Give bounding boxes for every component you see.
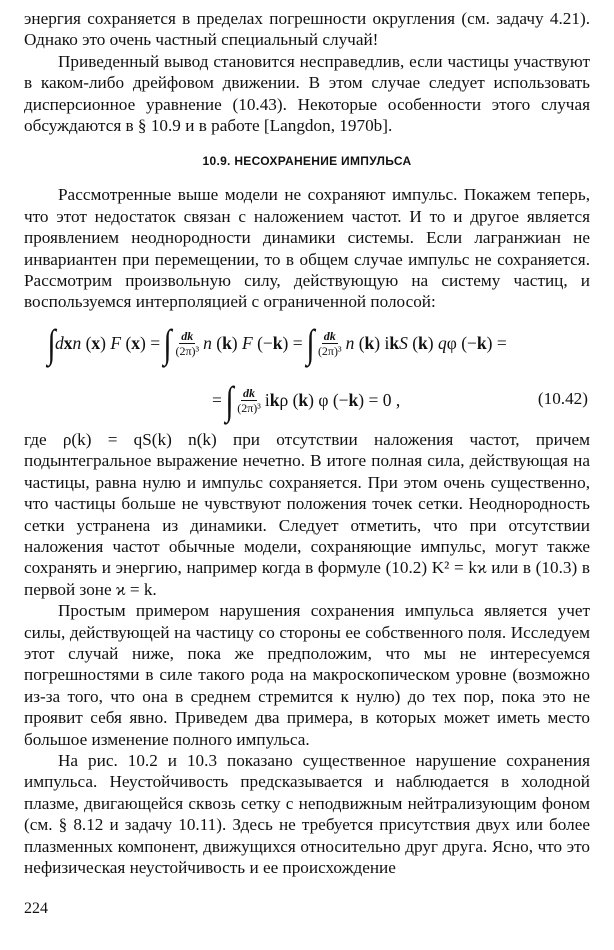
page-number: 224 [24, 900, 48, 917]
equation-number: (10.42) [537, 388, 588, 408]
book-page [24, 8, 590, 878]
paragraph-top-2: Приведенный вывод становится несправедлив, если частицы участвуют в каком-либо дрейфовом движении. В этом случае следует использовать дисперсионное уравнение (10.43). Некоторые особенности этого случая обсуждаются в § 10.9 и в работе [Langdon, 1970b]. [24, 51, 590, 136]
paragraph-figures: На рис. 10.2 и 10.3 показано существенное нарушение сохранения импульса. Неустойчивость предсказывается и наблюдается в холодной плазме, двигающейся сквозь сетку с неподвижным нейтрализующим фоном (см. § 8.12 и задачу 10.11). Здесь не требуется присутствия двух или более плазменных компонент, движущихся относительно друг друга. Ясно, что это нефизическая неустойчивость и ее происхождение [24, 750, 590, 877]
equation-line-1: ∫ d x n ( x ) F ( x ) = ∫ $\frac{dk}{\text{(2π)³}}$ n ( k ) F (− k ) = ∫ $\frac{dk}{\text{(2π)³}}$ n ( k ) i k S ( k ) q φ (− k ) = [47, 320, 507, 366]
equation-line-2: = ∫ $\frac{dk}{\text{(2π)³}}$ i k ρ ( k ) φ (− k ) = 0 , (10.42) [212, 377, 588, 423]
section-heading: 10.9. НЕСОХРАНЕНИЕ ИМПУЛЬСА [202, 154, 412, 169]
paragraph-top-1: энергия сохраняется в пределах погрешности округления (см. задачу 4.21). Однако это очень частный специальный случай! [24, 9, 590, 50]
paragraph-intro: Рассмотренные выше модели не сохраняют импульс. Покажем теперь, что этот недостаток связан с наложением частот. И то и другое является проявлением неоднородности динамики системы. Если лагранжиан не инвариантен при перемещении, то в общем случае импульс не сохраняется. Рассмотрим произвольную силу, действующую на систему частиц, и воспользуемся интерполяцией с ограниченной полосой: [24, 185, 590, 312]
paragraph-example: Простым примером нарушения сохранения импульса является учет силы, действующей на частицу со стороны ее собственного поля. Исследуем этот случай ниже, пока же предположим, что мы не интересуемся погрешностями в силе такого рода на макроскопическом уровне (возможно из-за того, что она в среднем стремится к нулю) до тех пор, пока это не проявит себя явно. Приведем два примера, в которых может иметь место большое изменение полного импульса. [24, 601, 590, 749]
paragraph-after-equation: где ρ(k) = qS(k) n(k) при отсутствии наложения частот, причем подынтегральное выражение нечетно. В итоге полная сила, действующая на частицы, равна нулю и импульс сохраняется. При этом очень существенно, что частицы больше не чувствуют положения точек сетки. Неоднородность сетки устранена из динамики. Следует отметить, что при отсутствии наложения частот обычные модели, сохраняющие импульс, могут также сохранять и энергию, например когда в формуле (10.2) K² = kϰ или в (10.3) в первой зоне ϰ = k. [24, 429, 590, 599]
